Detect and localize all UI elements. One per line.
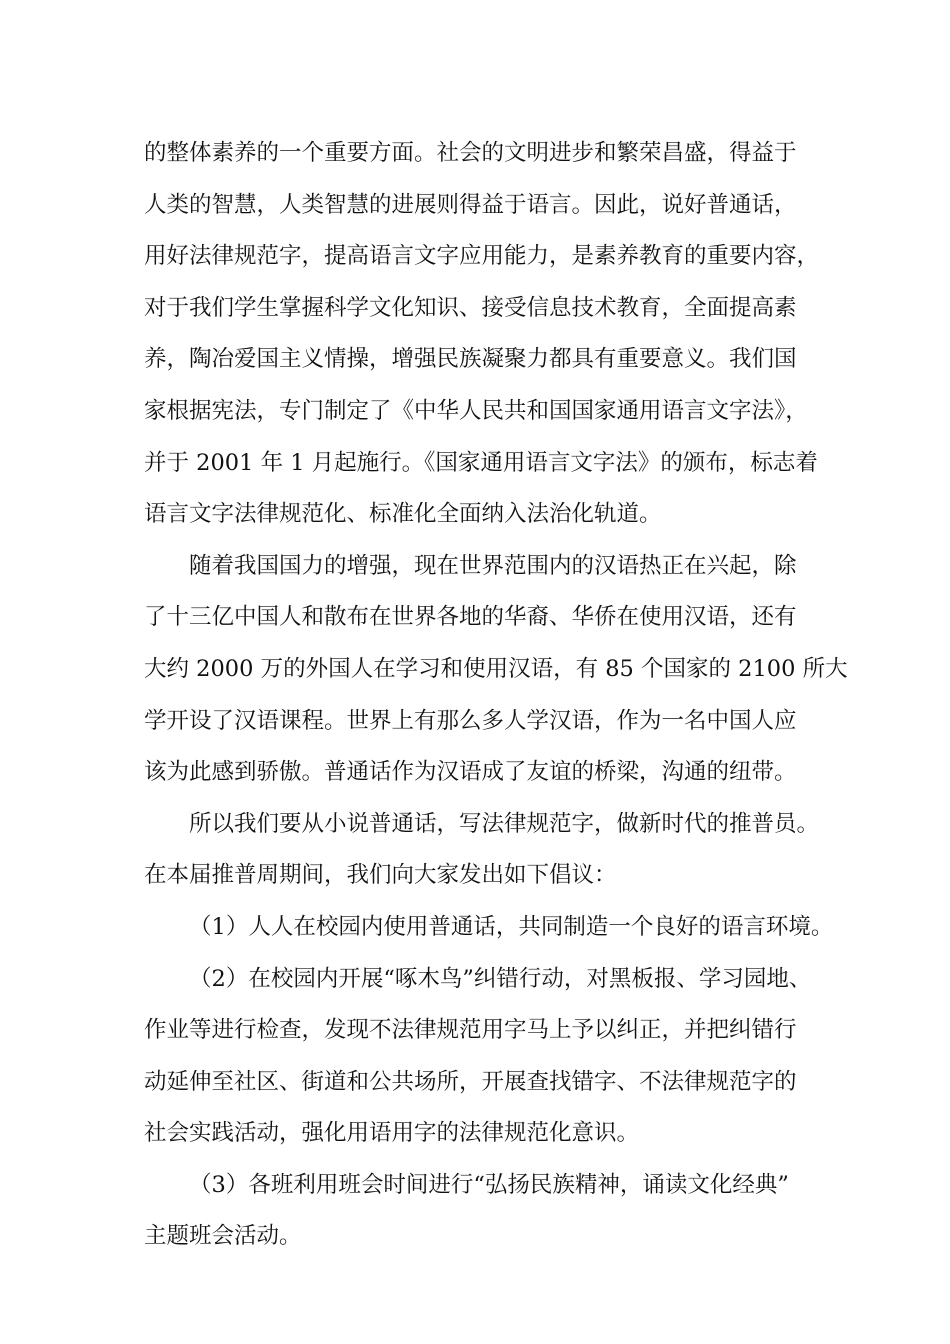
text-line: 并于 2001 年 1 月起施行。《国家通用语言文字法》的颁布，标志着 [144,449,818,476]
text-line: 用好法律规范字，提高语言文字应用能力，是素养教育的重要内容， [144,243,820,270]
text-line: 了十三亿中国人和散布在世界各地的华裔、华侨在使用汉语，还有 [144,604,797,631]
text-line: 在本届推普周期间，我们向大家发出如下倡议： [144,862,617,889]
text-line: 作业等进行检查，发现不法律规范用字马上予以纠正，并把纠错行 [144,1017,797,1044]
text-line: 主题班会活动。 [144,1223,302,1250]
text-line: 动延伸至社区、街道和公共场所，开展查找错字、不法律规范字的 [144,1068,797,1095]
text-line: 语言文字法律规范化、标准化全面纳入法治化轨道。 [144,501,662,528]
text-line: 的整体素养的一个重要方面。社会的文明进步和繁荣昌盛，得益于 [144,140,797,166]
proposal-item-2: （2）在校园内开展“啄木鸟”纠错行动，对黑板报、学习园地、 [189,965,812,992]
paragraph-start-line: 所以我们要从小说普通话，写法律规范字，做新时代的推普员。 [189,810,820,837]
text-line: 家根据宪法，专门制定了《中华人民共和国国家通用语言文字法》， [144,397,808,424]
paragraph-start-line: 随着我国国力的增强，现在世界范围内的汉语热正在兴起，除 [189,552,797,579]
text-line: 人类的智慧，人类智慧的进展则得益于语言。因此，说好普通话， [144,191,797,218]
text-line: 养，陶冶爱国主义情操，增强民族凝聚力都具有重要意义。我们国 [144,346,797,373]
proposal-item-1: （1）人人在校园内使用普通话，共同制造一个良好的语言环境。 [189,913,834,940]
text-line: 学开设了汉语课程。世界上有那么多人学汉语，作为一名中国人应 [144,707,797,734]
text-line: 大约 2000 万的外国人在学习和使用汉语，有 85 个国家的 2100 所大 [144,655,848,682]
text-line: 社会实践活动，强化用语用字的法律规范化意识。 [144,1120,640,1147]
body-text [144,128,848,1263]
text-line: 该为此感到骄傲。普通话作为汉语成了友谊的桥梁，沟通的纽带。 [144,759,797,786]
text-line: 对于我们学生掌握科学文化知识、接受信息技术教育，全面提高素 [144,294,797,321]
proposal-item-3: （3）各班利用班会时间进行“弘扬民族精神，诵读文化经典” [189,1171,789,1198]
